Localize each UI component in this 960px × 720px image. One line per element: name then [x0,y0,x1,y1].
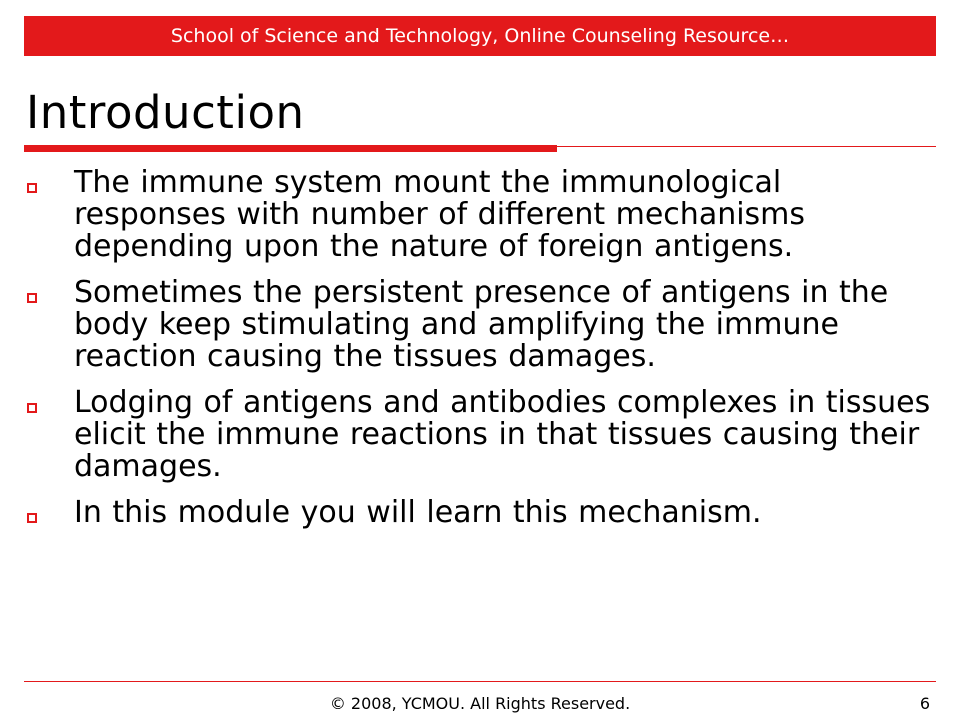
slide-title: Introduction [26,86,305,139]
square-bullet-icon [27,293,37,303]
bullet-text: Sometimes the persistent presence of antigens in the body keep stimulating and amplifying the immune reaction causing the tissues damages. [74,275,889,374]
square-bullet-icon [27,403,37,413]
footer-divider [24,681,936,682]
square-bullet-icon [27,183,37,193]
title-underline-thick [24,145,557,152]
square-bullet-icon [27,513,37,523]
bullet-text: Lodging of antigens and antibodies complexes in tissues elicit the immune reactions in that tissues causing their damages. [74,385,931,484]
title-underline-thin [557,146,936,147]
bullet-item [24,387,936,483]
bullet-item [24,497,936,529]
copyright-text: © 2008, YCMOU. All Rights Reserved. [329,694,631,713]
bullet-text: In this module you will learn this mechanism. [74,495,762,530]
bullet-list [24,167,936,543]
header-banner: School of Science and Technology, Online Counseling Resource… [24,16,936,56]
slide-number: 6 [919,694,930,713]
bullet-item [24,277,936,373]
bullet-text: The immune system mount the immunological responses with number of different mechanisms depending upon the nature of foreign antigens. [74,165,806,264]
bullet-item [24,167,936,263]
